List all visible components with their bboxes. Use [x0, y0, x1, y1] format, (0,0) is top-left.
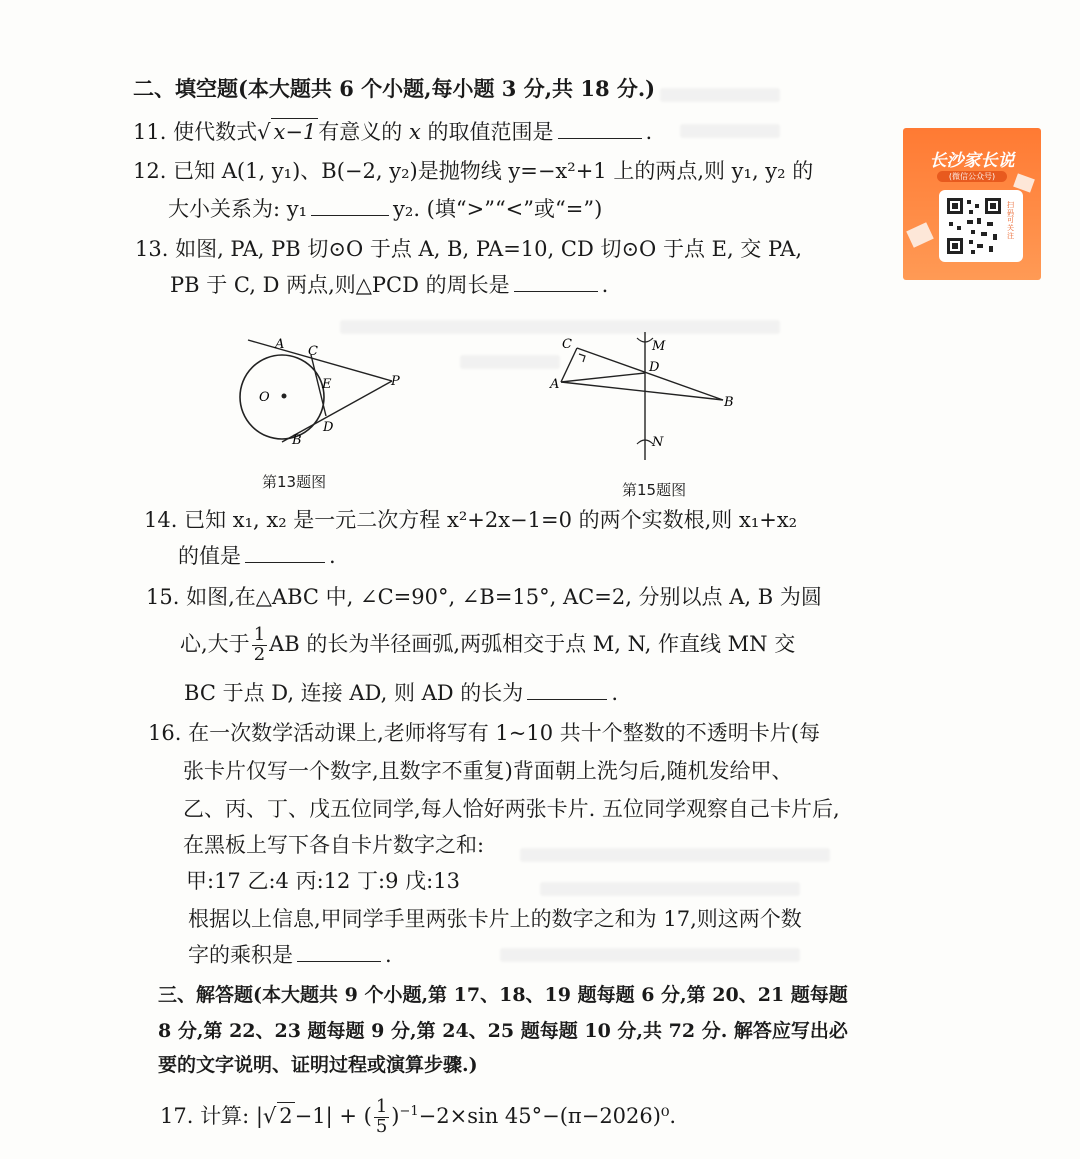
section-2-heading: 二、填空题(本大题共 6 个小题,每小题 3 分,共 18 分.) — [133, 76, 656, 101]
question-17: 17. 计算: |√ 2−1| + ( $\frac{1}{5}$ )$^{-1}$−2×sin 45°−(π−2026)⁰. — [160, 1096, 677, 1137]
figure-13-caption: 第13题图 — [262, 473, 327, 491]
q11-post: 有意义的 — [318, 120, 403, 144]
section-3-heading-line3: 要的文字说明、证明过程或演算步骤.) — [158, 1054, 478, 1076]
question-11: 11. 使代数式√ x−1有意义的 x 的取值范围是 . — [133, 120, 653, 144]
bleed-through — [500, 948, 800, 962]
q12-pre: 大小关系为: y₁ — [168, 197, 308, 221]
ad-subtitle: (微信公众号) — [937, 171, 1007, 182]
q17-post: −2×sin 45°−(π−2026)⁰. — [418, 1103, 677, 1128]
figure-13 — [230, 330, 420, 460]
segment-ad — [561, 373, 645, 382]
figure-15-caption: 第15题图 — [622, 481, 687, 499]
q11-pre: 使代数式 — [173, 120, 258, 144]
exponent: −1 — [399, 1103, 419, 1119]
q17-pre: 17. 计算: | — [160, 1103, 263, 1128]
q14-pre: 的值是 — [178, 544, 241, 568]
frac-den: 5 — [375, 1115, 388, 1137]
question-16-line2: 张卡片仅写一个数字,且数字不重复)背面朝上洗匀后,随机发给甲、 — [183, 759, 793, 783]
label-n: N — [652, 435, 664, 450]
question-12-line2 — [168, 196, 602, 222]
label-a: A — [550, 377, 560, 392]
label-m: M — [652, 339, 666, 354]
label-d: D — [323, 420, 334, 435]
decor-paper — [906, 222, 934, 248]
q11-number: 11. — [133, 120, 167, 144]
bleed-through — [460, 355, 560, 369]
bleed-through — [680, 124, 780, 138]
label-d: D — [649, 360, 660, 375]
question-16-line3: 乙、丙、丁、戊五位同学,每人恰好两张卡片. 五位同学观察自己卡片后, — [183, 797, 840, 821]
question-16-line7 — [188, 942, 392, 968]
q11-end: . — [645, 120, 653, 144]
label-e: E — [322, 377, 332, 392]
q15-end: . — [611, 681, 618, 705]
section-3-heading-line2: 8 分,第 22、23 题每题 9 分,第 24、25 题每题 10 分,共 72 分. 解答应写出必 — [158, 1020, 848, 1042]
q17-mid: −1| + ( — [294, 1103, 372, 1128]
answer-blank[interactable] — [514, 290, 598, 292]
center-point — [282, 394, 287, 399]
q15-line3: BC 于点 D, 连接 AD, 则 AD 的长为 — [184, 681, 524, 705]
qr-code-icon[interactable] — [945, 196, 1003, 256]
q16-pre: 字的乘积是 — [188, 943, 293, 967]
answer-blank[interactable] — [297, 960, 381, 962]
frac-num: 1 — [253, 624, 266, 645]
label-p: P — [391, 374, 400, 389]
question-15-line2 — [180, 626, 795, 665]
wechat-ad-badge[interactable] — [903, 128, 1041, 280]
answer-blank[interactable] — [527, 698, 607, 700]
question-14-line1: 14. 已知 x₁, x₂ 是一元二次方程 x²+2x−1=0 的两个实数根,则 x₁+x₂ — [144, 508, 798, 532]
label-a: A — [275, 337, 285, 352]
question-15-line1: 15. 如图,在△ABC 中, ∠C=90°, ∠B=15°, AC=2, 分别以点 A, B 为圆 — [146, 585, 822, 609]
q13-end: . — [601, 273, 609, 297]
q11-var: x — [408, 120, 421, 144]
bleed-through — [660, 88, 780, 102]
question-15-line3 — [184, 680, 618, 706]
ad-title: 长沙家长说 — [929, 151, 1015, 171]
q14-end: . — [329, 544, 336, 568]
q13-pre: PB 于 C, D 两点,则△PCD 的周长是 — [170, 273, 510, 297]
question-16-line6: 根据以上信息,甲同学手里两张卡片上的数字之和为 17,则这两个数 — [188, 907, 802, 931]
fraction-fifth — [374, 1098, 389, 1137]
answer-blank[interactable] — [245, 561, 325, 563]
figure-15 — [548, 326, 748, 466]
label-b: B — [724, 395, 734, 410]
label-c: C — [562, 337, 572, 352]
q15-post: AB 的长为半径画弧,两弧相交于点 M, N, 作直线 MN 交 — [269, 631, 796, 656]
tangent-pa — [248, 340, 392, 381]
frac-den: 2 — [253, 643, 266, 665]
bleed-through — [520, 848, 830, 862]
ad-side-text: 扫码可关注 — [1007, 201, 1014, 240]
section-3-heading-line1: 三、解答题(本大题共 9 个小题,第 17、18、19 题每题 6 分,第 20、21 题每题 — [158, 984, 848, 1006]
label-o: O — [259, 390, 270, 405]
question-13-line2 — [170, 272, 608, 298]
question-12-line1: 12. 已知 A(1, y₁)、B(−2, y₂)是抛物线 y=−x²+1 上的两点,则 y₁, y₂ 的 — [133, 159, 814, 183]
q12-post: y₂. (填“>”“<”或“=”) — [393, 197, 603, 221]
question-13-line1: 13. 如图, PA, PB 切⊙O 于点 A, B, PA=10, CD 切⊙O 于点 E, 交 PA, — [135, 237, 803, 261]
q16-end: . — [385, 943, 392, 967]
q11-tail: 的取值范围是 — [427, 120, 554, 144]
frac-num: 1 — [375, 1096, 388, 1117]
label-c: C — [308, 344, 318, 359]
bleed-through — [540, 882, 800, 896]
answer-blank[interactable] — [558, 137, 642, 139]
segment-ca — [561, 348, 577, 382]
label-b: B — [292, 433, 302, 448]
fraction-half — [252, 626, 267, 665]
answer-blank[interactable] — [311, 214, 389, 216]
question-16-sums: 甲:17 乙:4 丙:12 丁:9 戊:13 — [186, 869, 460, 893]
right-angle-mark — [579, 354, 585, 362]
q11-radicand: x−1 — [273, 120, 317, 144]
q17-radicand: 2 — [279, 1103, 293, 1128]
question-16-line4: 在黑板上写下各自卡片数字之和: — [183, 833, 485, 857]
question-14-line2 — [178, 543, 336, 569]
question-16-line1: 16. 在一次数学活动课上,老师将写有 1~10 共十个整数的不透明卡片(每 — [148, 721, 820, 745]
q15-pre: 心,大于 — [180, 631, 250, 656]
